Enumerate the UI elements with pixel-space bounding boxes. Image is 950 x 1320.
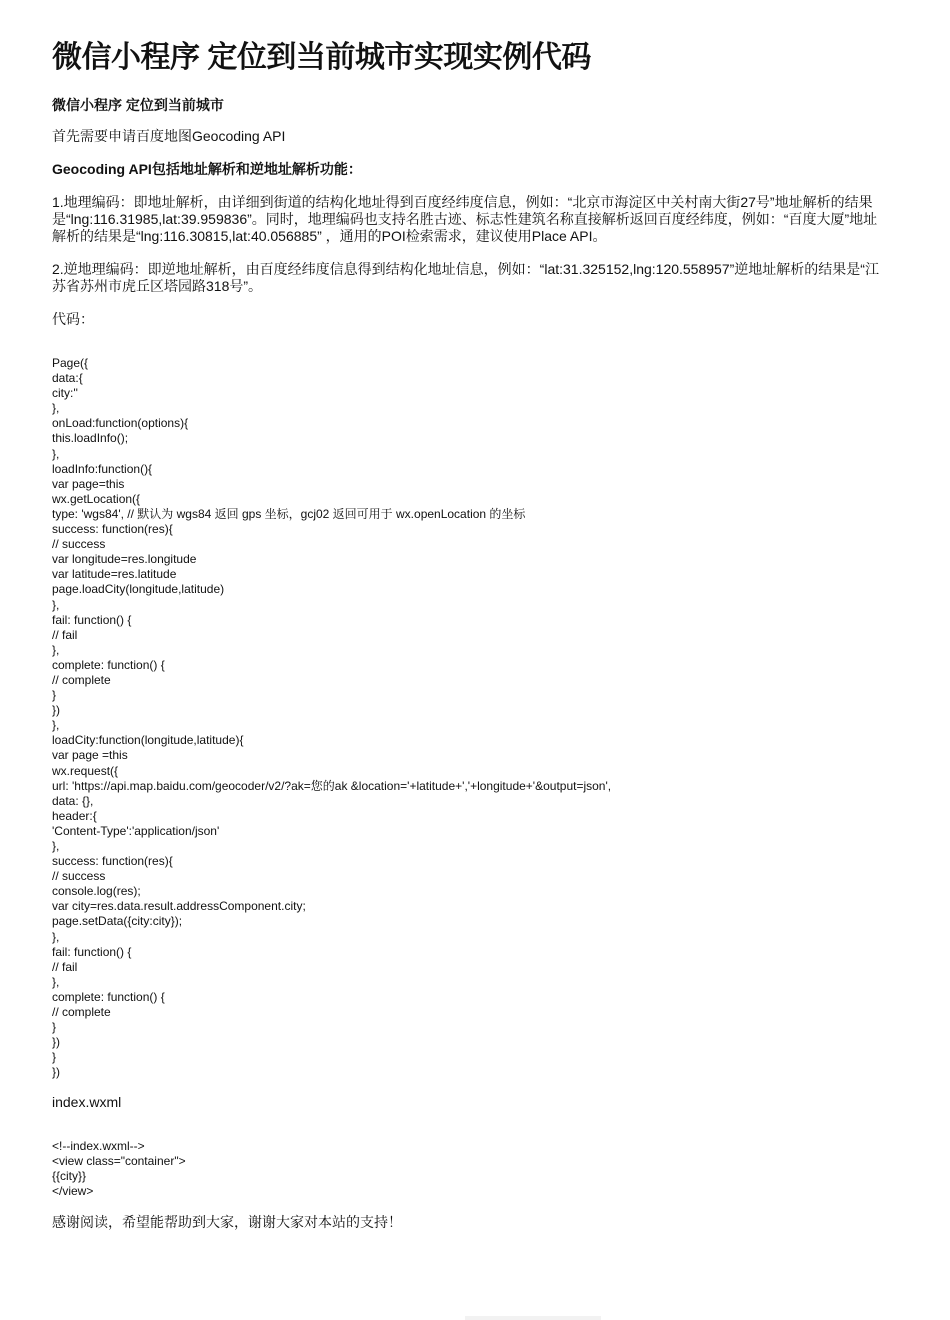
code-line: // complete <box>52 672 111 687</box>
code-line: loadCity:function(longitude,latitude){ <box>52 733 244 748</box>
code-line: var city=res.data.result.addressComponent.city; <box>52 899 306 914</box>
code-line: // success <box>52 869 106 884</box>
code-line: }, <box>52 642 60 657</box>
code-line: } <box>52 688 57 703</box>
code-line: // complete <box>52 1005 111 1020</box>
code-line: var latitude=res.latitude <box>52 567 177 582</box>
code-block <box>52 356 882 1081</box>
code-line: }, <box>52 597 60 612</box>
code-line: // fail <box>52 959 78 974</box>
code-line: }, <box>52 974 60 989</box>
code-line: <view class="container"> <box>52 1153 186 1168</box>
geocoding-paragraph: 1.地理编码：即地址解析，由详细到街道的结构化地址得到百度经纬度信息，例如：“北京市海淀区中关村南大街27号”地址解析的结果是“lng:116.31985,lat:39.959836”。同时，地理编码也支持名胜古迹、标志性建筑名称直接解析返回百度经纬度，例如：“百度大厦”地址解析的结果是“lng:116.30815,lat:40.056885” ，通用的POI检索需求，建议使用Place API。 <box>52 194 878 244</box>
code-line: wx.getLocation({ <box>52 491 141 506</box>
intro-paragraph: 首先需要申请百度地图Geocoding API <box>52 128 286 144</box>
code-line: var page =this <box>52 748 128 763</box>
code-line: }, <box>52 929 60 944</box>
code-line: wx.request({ <box>52 763 119 778</box>
wxml-file-label: index.wxml <box>52 1093 122 1110</box>
code-line: complete: function() { <box>52 657 165 672</box>
features-heading: Geocoding API包括地址解析和逆地址解析功能： <box>52 161 362 177</box>
article <box>52 38 882 1231</box>
code-line: success: function(res){ <box>52 522 173 537</box>
code-line: header:{ <box>52 808 97 823</box>
code-line: } <box>52 1020 57 1035</box>
code-line: }, <box>52 718 60 733</box>
code-line: url: 'https://api.map.baidu.com/geocoder/v2/?ak=您的ak &location='+latitude+','+longitude+'&output=json', <box>52 778 612 793</box>
code-line: } <box>52 1050 57 1065</box>
code-line: fail: function() { <box>52 612 132 627</box>
code-line: // success <box>52 537 106 552</box>
code-line: var page=this <box>52 476 125 491</box>
code-line: city:'' <box>52 386 78 401</box>
code-line: data: {}, <box>52 793 94 808</box>
code-line: console.log(res); <box>52 884 141 899</box>
code-line: onLoad:function(options){ <box>52 416 189 431</box>
wxml-code-block <box>52 1139 882 1199</box>
code-line: data:{ <box>52 371 83 386</box>
code-line: // fail <box>52 627 78 642</box>
code-line: var longitude=res.longitude <box>52 552 197 567</box>
code-line: }, <box>52 401 60 416</box>
code-line: }) <box>52 703 61 718</box>
code-label: 代码： <box>52 311 94 327</box>
code-line: }, <box>52 839 60 853</box>
code-line: Page({ <box>52 356 89 370</box>
code-line: success: function(res){ <box>52 854 173 869</box>
code-line: <!--index.wxml--> <box>52 1138 145 1153</box>
code-line: page.setData({city:city}); <box>52 914 183 929</box>
code-line: }, <box>52 446 60 461</box>
code-line: {{city}} <box>52 1168 87 1183</box>
code-line: 'Content-Type':'application/json' <box>52 823 220 838</box>
code-line: fail: function() { <box>52 944 132 959</box>
reverse-geocoding-paragraph: 2.逆地理编码：即逆地址解析，由百度经纬度信息得到结构化地址信息，例如：“lat:31.325152,lng:120.558957”逆地址解析的结果是“江苏省苏州市虎丘区塔园路318号”。 <box>52 261 879 294</box>
page-title: 微信小程序 定位到当前城市实现实例代码 <box>52 41 591 74</box>
code-line: }) <box>52 1065 61 1080</box>
code-line: </view> <box>52 1183 94 1198</box>
footer-divider <box>465 1316 601 1320</box>
article-subtitle: 微信小程序 定位到当前城市 <box>52 97 224 113</box>
code-line: page.loadCity(longitude,latitude) <box>52 582 225 597</box>
code-line: loadInfo:function(){ <box>52 461 153 476</box>
code-line: complete: function() { <box>52 989 165 1004</box>
code-line: }) <box>52 1035 61 1050</box>
code-line: type: 'wgs84', // 默认为 wgs84 返回 gps 坐标，gcj02 返回可用于 wx.openLocation 的坐标 <box>52 506 526 521</box>
code-line: this.loadInfo(); <box>52 431 129 446</box>
closing-message: 感谢阅读，希望能帮助到大家，谢谢大家对本站的支持！ <box>52 1213 402 1230</box>
